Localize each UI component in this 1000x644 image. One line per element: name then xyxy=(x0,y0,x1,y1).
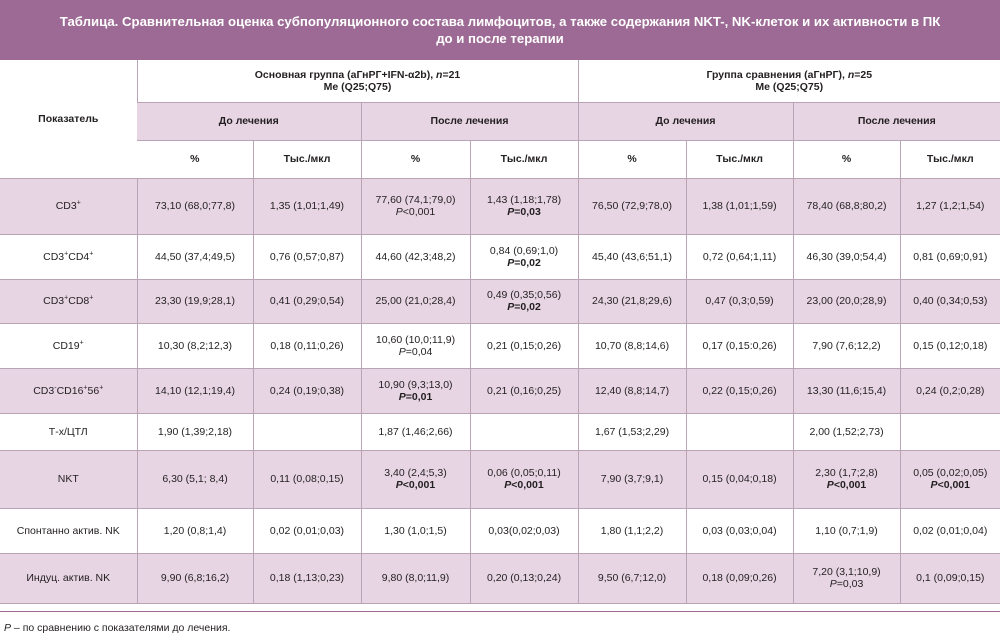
table-cell xyxy=(900,508,1000,553)
cell-value: 45,40 (43,6;51,1) xyxy=(592,250,672,263)
cell-value: 9,90 (6,8;16,2) xyxy=(160,572,230,584)
table-cell xyxy=(578,323,686,368)
table-row xyxy=(0,178,1000,234)
p-value: =0,03 xyxy=(836,578,864,590)
table-cell xyxy=(793,450,900,508)
main-group-stat: Ме (Q25;Q75) xyxy=(323,80,392,93)
table-cell xyxy=(470,450,578,508)
cell-value: 13,30 (11,6;15,4) xyxy=(806,384,887,397)
cell-value: 1,27 (1,2;1,54) xyxy=(916,200,985,212)
table-row xyxy=(0,450,1000,508)
row-label-text: Т-х/ЦТЛ xyxy=(48,425,88,438)
table-cell xyxy=(137,368,253,413)
p-label: P xyxy=(504,479,512,491)
p-value: <0,001 xyxy=(402,206,436,218)
main-after-header: После лечения xyxy=(361,102,578,140)
results-table xyxy=(0,60,1000,604)
cell-value: 25,00 (21,0;28,4) xyxy=(375,295,456,307)
table-cell xyxy=(253,323,361,368)
table-cell xyxy=(900,234,1000,279)
row-label xyxy=(0,368,137,413)
footnote-text: – по сравнению с показателями до лечения. xyxy=(11,622,231,634)
row-label xyxy=(0,279,137,323)
table-cell xyxy=(253,368,361,413)
cell-value: 0,03 (0,03;0,04) xyxy=(702,524,777,537)
table-cell xyxy=(253,508,361,553)
compare-after-header: После лечения xyxy=(793,102,1000,140)
col-count-header: Тыс./мкл xyxy=(470,140,578,178)
table-cell xyxy=(137,508,253,553)
p-label: P xyxy=(398,390,406,403)
table-cell xyxy=(578,178,686,234)
table-cell xyxy=(900,553,1000,603)
col-percent-header: % xyxy=(137,140,253,178)
cell-value: 10,60 (10,0;11,9) xyxy=(375,333,456,346)
table-cell xyxy=(900,368,1000,413)
cell-value: 0,21 (0,15;0,26) xyxy=(486,339,562,352)
col-percent-header: % xyxy=(793,140,900,178)
table-cell xyxy=(578,368,686,413)
p-label: P xyxy=(398,345,406,358)
col-percent-header: % xyxy=(361,140,470,178)
table-cell xyxy=(137,450,253,508)
cell-value: 10,30 (8,2;12,3) xyxy=(157,339,233,352)
cell-value: 7,20 (3,1;10,9) xyxy=(812,566,881,578)
main-before-header: До лечения xyxy=(137,102,361,140)
cell-value: 0,41 (0,29;0,54) xyxy=(269,295,345,307)
row-label xyxy=(0,178,137,234)
cell-value: 0,18 (1,13;0,23) xyxy=(269,572,345,584)
table-cell xyxy=(361,368,470,413)
cell-value: 44,50 (37,4;49,5) xyxy=(155,250,235,263)
row-label xyxy=(0,234,137,279)
cell-p-value xyxy=(475,301,574,313)
cell-value: 0,22 (0,15;0,26) xyxy=(702,384,777,397)
cell-value: 9,80 (8,0;11,9) xyxy=(381,572,450,584)
table-cell xyxy=(686,413,793,450)
cell-value: 46,30 (39,0;54,4) xyxy=(806,250,887,263)
compare-before-header: До лечения xyxy=(578,102,793,140)
p-value: =0,04 xyxy=(405,345,433,358)
table-row xyxy=(0,368,1000,413)
cell-value: 0,81 (0,69;0,91) xyxy=(913,250,988,263)
p-label: P xyxy=(395,479,403,491)
cell-value: 0,49 (0,35;0,56) xyxy=(486,289,562,301)
table-cell xyxy=(470,413,578,450)
p-label: P xyxy=(829,578,837,590)
row-label-superscript: + xyxy=(99,384,104,391)
cell-value: 9,50 (6,7;12,0) xyxy=(597,572,667,584)
table-cell xyxy=(253,413,361,450)
p-label: P xyxy=(507,301,515,313)
row-label-text: CD4 xyxy=(68,250,90,263)
cell-value: 1,90 (1,39;2,18) xyxy=(157,425,233,438)
p-value: =0,02 xyxy=(514,256,541,269)
table-cell xyxy=(578,279,686,323)
col-count-header: Тыс./мкл xyxy=(900,140,1000,178)
p-label: P xyxy=(507,256,515,269)
table-cell xyxy=(470,553,578,603)
cell-value: 78,40 (68,8;80,2) xyxy=(806,200,887,212)
cell-value: 73,10 (68,0;77,8) xyxy=(155,200,235,212)
row-label xyxy=(0,508,137,553)
cell-value: 0,20 (0,13;0,24) xyxy=(486,572,562,584)
cell-value: 0,47 (0,3;0,59) xyxy=(705,295,774,307)
table-cell xyxy=(686,234,793,279)
cell-value: 10,70 (8,8;14,6) xyxy=(594,339,670,352)
cell-value: 77,60 (74,1;79,0) xyxy=(375,194,456,206)
p-value: <0,001 xyxy=(511,479,544,491)
cell-p-value xyxy=(475,206,574,218)
table-cell xyxy=(793,508,900,553)
cell-value: 0,76 (0,57;0,87) xyxy=(269,250,345,263)
table-cell xyxy=(793,413,900,450)
table-cell xyxy=(578,508,686,553)
row-label-superscript: + xyxy=(79,339,84,346)
row-label-text: NKT xyxy=(57,473,79,485)
cell-value: 7,90 (7,6;12,2) xyxy=(812,339,881,352)
cell-value: 1,87 (1,46;2,66) xyxy=(378,425,453,438)
table-cell xyxy=(686,279,793,323)
col-count-header: Тыс./мкл xyxy=(253,140,361,178)
table-cell xyxy=(137,234,253,279)
p-value: =0,02 xyxy=(514,301,541,313)
row-label-text: CD8 xyxy=(68,295,90,307)
cell-value: 23,30 (19,9;28,1) xyxy=(155,295,235,307)
table-cell xyxy=(470,323,578,368)
p-value: <0,001 xyxy=(833,479,867,491)
table-cell xyxy=(137,323,253,368)
cell-value: 14,10 (12,1;19,4) xyxy=(155,384,235,397)
table-cell xyxy=(470,234,578,279)
cell-value: 0,24 (0,2;0,28) xyxy=(916,384,985,397)
p-value: =0,01 xyxy=(405,390,433,403)
cell-value: 23,00 (20,0;28,9) xyxy=(806,295,887,307)
cell-value: 6,30 (5,1; 8,4) xyxy=(162,473,228,485)
main-group-header xyxy=(137,60,578,102)
table-cell xyxy=(361,413,470,450)
table-row xyxy=(0,323,1000,368)
cell-value: 1,80 (1,1;2,2) xyxy=(600,524,664,537)
table-cell xyxy=(253,450,361,508)
table-cell xyxy=(686,553,793,603)
table-title-line2: до и после терапии xyxy=(436,31,564,46)
cell-value: 10,90 (9,3;13,0) xyxy=(378,378,453,391)
cell-value: 2,30 (1,7;2,8) xyxy=(815,467,878,479)
cell-value: 0,05 (0,02;0,05) xyxy=(913,467,988,479)
cell-value: 1,10 (0,7;1,9) xyxy=(815,524,878,537)
table-cell xyxy=(686,368,793,413)
table-row xyxy=(0,413,1000,450)
row-label xyxy=(0,450,137,508)
table-cell xyxy=(137,553,253,603)
table-cell xyxy=(137,413,253,450)
cell-p-value xyxy=(366,479,466,491)
cell-value: 0,1 (0,09;0,15) xyxy=(916,572,985,584)
table-cell xyxy=(361,178,470,234)
cell-value: 1,67 (1,53;2,29) xyxy=(594,425,670,438)
cell-value: 2,00 (1,52;2,73) xyxy=(809,425,884,438)
row-label-text: CD3 xyxy=(43,295,65,307)
table-cell xyxy=(793,553,900,603)
table-row xyxy=(0,553,1000,603)
table-cell xyxy=(578,413,686,450)
cell-value: 0,72 (0,64;1,11) xyxy=(702,250,777,263)
cell-value: 0,02 (0,01;0,04) xyxy=(913,524,988,537)
row-label-text: Спонтанно актив. NK xyxy=(16,524,120,537)
cell-value: 7,90 (3,7;9,1) xyxy=(600,473,664,485)
compare-group-title: Группа сравнения (аГнРГ), xyxy=(706,68,848,81)
table-title-line1: Таблица. Сравнительная оценка субпопуляционного состава лимфоцитов, а также содержания NKT-, NK-клеток и их активности в ПК xyxy=(59,14,941,29)
indicator-header: Показатель xyxy=(0,60,137,178)
cell-p-value xyxy=(905,479,997,491)
p-value: <0,001 xyxy=(937,479,970,491)
table-title xyxy=(0,0,1000,60)
table-cell xyxy=(253,279,361,323)
cell-value: 0,40 (0,34;0,53) xyxy=(913,295,988,307)
cell-value: 0,03(0,02;0,03) xyxy=(488,524,560,537)
cell-value: 0,84 (0,69;1,0) xyxy=(489,244,559,257)
cell-p-value xyxy=(798,479,896,491)
row-label-superscript: + xyxy=(89,294,94,302)
table-cell xyxy=(793,234,900,279)
cell-p-value xyxy=(798,578,896,590)
table-cell xyxy=(900,178,1000,234)
cell-value: 1,35 (1,01;1,49) xyxy=(269,200,345,212)
table-cell xyxy=(361,279,470,323)
cell-value: 0,18 (0,09;0,26) xyxy=(702,572,777,584)
table-body xyxy=(0,178,1000,603)
cell-value: 44,60 (42,3;48,2) xyxy=(375,250,456,263)
table-cell xyxy=(793,279,900,323)
table-row xyxy=(0,508,1000,553)
main-group-title: Основная группа (аГнРГ+IFN-α2b), xyxy=(254,68,437,81)
cell-value: 24,30 (21,8;29,6) xyxy=(592,295,672,307)
cell-value: 1,43 (1,18;1,78) xyxy=(486,194,562,206)
cell-p-value xyxy=(475,257,574,269)
cell-p-value xyxy=(366,391,466,403)
col-count-header: Тыс./мкл xyxy=(686,140,793,178)
table-cell xyxy=(253,553,361,603)
table-cell xyxy=(900,450,1000,508)
row-label xyxy=(0,553,137,603)
p-label: P xyxy=(507,206,515,218)
cell-value: 1,30 (1,0;1,5) xyxy=(384,524,447,537)
cell-value: 1,38 (1,01;1,59) xyxy=(702,200,777,212)
table-cell xyxy=(361,323,470,368)
cell-value: 0,18 (0,11;0,26) xyxy=(270,339,344,352)
compare-group-stat: Ме (Q25;Q75) xyxy=(755,80,824,93)
row-label xyxy=(0,413,137,450)
row-label-superscript: + xyxy=(76,199,81,207)
cell-value: 12,40 (8,8;14,7) xyxy=(594,384,670,397)
table-cell xyxy=(686,323,793,368)
p-value: =0,03 xyxy=(514,206,541,218)
table-row xyxy=(0,234,1000,279)
table-cell xyxy=(686,450,793,508)
table-cell xyxy=(137,279,253,323)
row-label-text: Индуц. актив. NK xyxy=(26,572,111,584)
table-cell xyxy=(793,178,900,234)
table-cell xyxy=(900,413,1000,450)
cell-p-value xyxy=(366,206,466,218)
cell-value: 0,15 (0,04;0,18) xyxy=(702,473,777,485)
cell-value: 0,17 (0,15:0,26) xyxy=(702,339,777,352)
cell-value: 1,20 (0,8;1,4) xyxy=(163,524,227,537)
row-label-superscript: + xyxy=(83,384,88,391)
main-group-n-label: n xyxy=(436,68,443,81)
row-label-text: CD3 xyxy=(55,200,77,212)
cell-value: 0,21 (0,16;0,25) xyxy=(486,384,562,397)
row-label-superscript: + xyxy=(89,250,94,257)
cell-value: 0,06 (0,05;0,11) xyxy=(487,467,561,479)
p-value: <0,001 xyxy=(402,479,436,491)
table-cell xyxy=(361,234,470,279)
table-cell xyxy=(686,178,793,234)
table-cell xyxy=(900,279,1000,323)
table-cell xyxy=(686,508,793,553)
table-cell xyxy=(470,279,578,323)
table-cell xyxy=(253,234,361,279)
row-label-superscript: + xyxy=(64,294,69,302)
p-label: P xyxy=(395,206,403,218)
row-label-text: CD3 xyxy=(33,384,55,397)
table-cell xyxy=(361,553,470,603)
table-cell xyxy=(793,323,900,368)
compare-group-n-value: =25 xyxy=(854,68,873,81)
table-cell xyxy=(470,178,578,234)
cell-p-value xyxy=(366,346,466,358)
row-label-text: 56 xyxy=(87,384,100,397)
row-label-superscript: - xyxy=(54,384,57,391)
table-cell xyxy=(361,450,470,508)
cell-p-value xyxy=(475,479,574,491)
row-label-superscript: + xyxy=(64,250,69,257)
row-label-text: CD19 xyxy=(52,339,80,352)
main-group-n-value: =21 xyxy=(442,68,461,81)
table-cell xyxy=(361,508,470,553)
table-cell xyxy=(470,508,578,553)
table-cell xyxy=(578,553,686,603)
cell-value: 0,15 (0,12;0,18) xyxy=(913,339,988,352)
row-label-text: CD3 xyxy=(43,250,65,263)
table-bottom-rule xyxy=(0,611,1000,612)
p-label: P xyxy=(930,479,938,491)
table-cell xyxy=(900,323,1000,368)
table-cell xyxy=(253,178,361,234)
table-cell xyxy=(137,178,253,234)
cell-value: 0,02 (0,01;0,03) xyxy=(269,524,345,537)
col-percent-header: % xyxy=(578,140,686,178)
table-row xyxy=(0,279,1000,323)
row-label-text: CD16 xyxy=(56,384,84,397)
cell-value: 3,40 (2,4;5,3) xyxy=(384,467,447,479)
cell-value: 76,50 (72,9;78,0) xyxy=(592,200,672,212)
compare-group-n-label: n xyxy=(847,68,855,81)
compare-group-header xyxy=(578,60,1000,102)
row-label xyxy=(0,323,137,368)
table-cell xyxy=(793,368,900,413)
footnote xyxy=(4,622,230,634)
table-cell xyxy=(470,368,578,413)
cell-value: 0,24 (0,19;0,38) xyxy=(269,384,345,397)
cell-value: 0,11 (0,08;0,15) xyxy=(270,473,344,485)
footnote-p-label: P xyxy=(4,622,12,634)
table-cell xyxy=(578,234,686,279)
p-label: P xyxy=(826,479,834,491)
table-cell xyxy=(578,450,686,508)
